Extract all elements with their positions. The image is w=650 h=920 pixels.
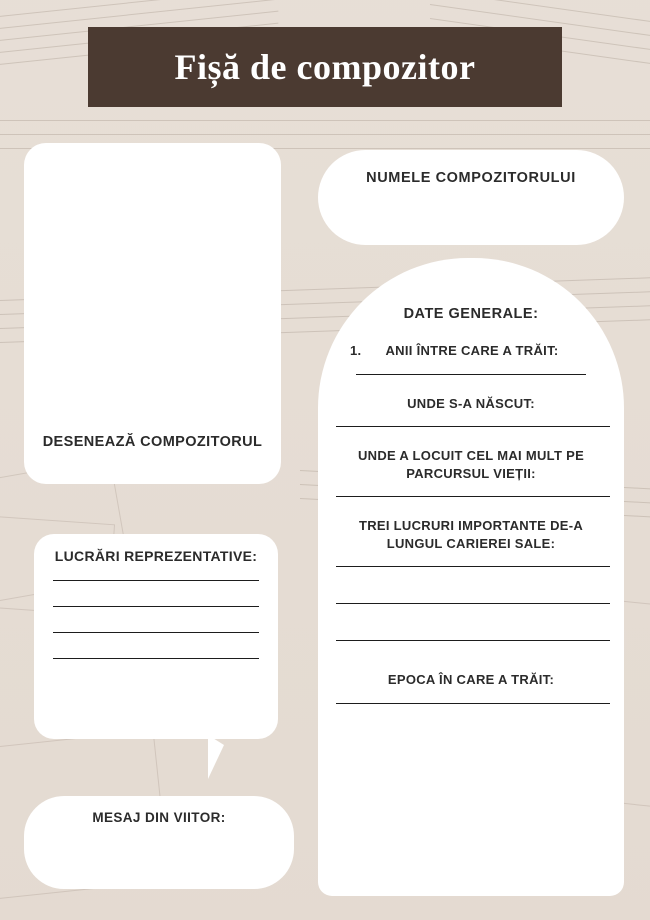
page-title: Fișă de compozitor (174, 47, 476, 87)
answer-line-4-2[interactable] (336, 603, 610, 604)
message-from-future-box[interactable] (24, 796, 294, 889)
speech-bubble-tail (208, 735, 224, 779)
page-title-banner (88, 27, 562, 107)
question-3-text: UNDE A LOCUIT CEL MAI MULT PE PARCURSUL VIEȚII: (357, 448, 585, 481)
message-from-future-label: MESAJ DIN VIITOR: (92, 810, 226, 825)
general-data-heading: DATE GENERALE: (403, 306, 539, 322)
answer-line-5-1[interactable] (336, 703, 610, 704)
question-5-text: EPOCA ÎN CARE A TRĂIT: (387, 672, 555, 688)
answer-line-3-1[interactable] (336, 496, 610, 497)
works-line-3[interactable] (53, 632, 259, 633)
general-data-panel (318, 258, 624, 896)
question-1-number: 1. (350, 343, 362, 358)
answer-line-4-3[interactable] (336, 640, 610, 641)
question-1-text: ANII ÎNTRE CARE A TRĂIT: (385, 343, 559, 358)
draw-composer-box[interactable] (24, 143, 281, 484)
question-2-text: UNDE S-A NĂSCUT: (407, 395, 535, 411)
answer-line-1-1[interactable] (356, 374, 586, 375)
question-4-text: TREI LUCRURI IMPORTANTE DE-A LUNGUL CARIEREI SALE: (358, 518, 584, 551)
representative-works-label: LUCRĂRI REPREZENTATIVE: (54, 548, 258, 564)
composer-name-field[interactable] (318, 150, 624, 245)
works-line-1[interactable] (53, 580, 259, 581)
answer-line-2-1[interactable] (336, 426, 610, 427)
question-3 (336, 447, 606, 482)
answer-line-4-1[interactable] (336, 566, 610, 567)
question-4 (336, 517, 606, 552)
draw-composer-label: DESENEAZĂ COMPOZITORUL (42, 434, 263, 450)
question-5 (336, 671, 606, 689)
question-2 (336, 395, 606, 413)
works-line-4[interactable] (53, 658, 259, 659)
question-1 (336, 342, 606, 360)
composer-name-label: NUMELE COMPOZITORULUI (366, 170, 576, 186)
works-line-2[interactable] (53, 606, 259, 607)
representative-works-box (34, 534, 278, 739)
